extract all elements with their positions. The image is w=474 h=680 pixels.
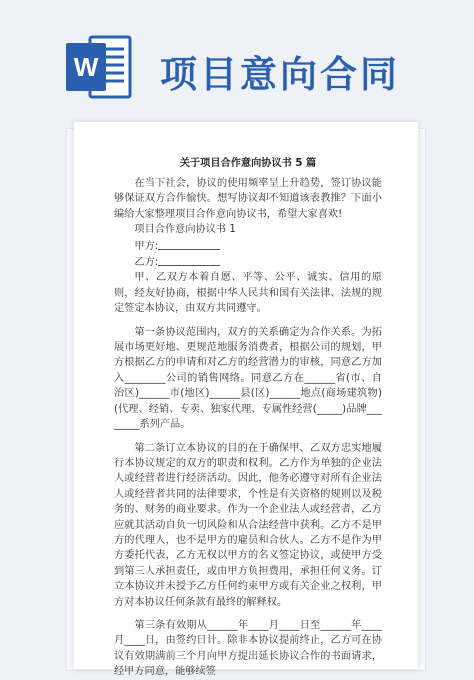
- paragraph-principles: 甲、乙双方本着自愿、平等、公平、诚实、信用的原则，经友好协商，根据中华人民共和国有关法律、法规的规定签定本协议，由双方共同遵守。: [114, 272, 382, 315]
- intro-paragraph: 在当下社会，协议的使用频率呈上升趋势，签订协议能够保证双方合作愉快。想写协议却不知道该表教推？下面小编给大家整理项目合作意向协议书，希望大家喜欢!: [114, 178, 382, 220]
- paragraph-article-1: 第一条协议范围内，双方的关系确定为合作关系。为拓展市场更好地、更规范地服务消费者，根据公司的规划，甲方根据乙方的申请和对乙方的经营潜力的审核，同意乙方加入________公司的销售网络。同意乙方在______省(市、自治区)______市(地区)______县(区)______地点(商场建筑物)(代理、经销、专卖、独家代理、专属性经营(_____)品牌________系列产品。: [114, 326, 382, 431]
- paragraph-article-3: 第三条有效期从______年____月____日至______年____月____日，由签约日计。除非本协议提前终止，乙方可在协议有效期满前三个月向甲方提出延长协议合作的书面请求，经甲方同意，能够续签: [114, 619, 382, 678]
- page-header: [0, 0, 474, 120]
- document-heading: 关于项目合作意向协议书 5 篇: [179, 158, 317, 169]
- page-title: 项目意向合同: [160, 53, 400, 96]
- document-page: [74, 122, 418, 678]
- party-b-line: [114, 254, 382, 270]
- sub-heading: 项目合作意向协议书 1: [134, 224, 236, 236]
- party-a-line: [114, 238, 382, 254]
- document-content: [114, 154, 382, 680]
- word-icon[interactable]: [64, 33, 132, 101]
- word-icon-letter: W: [73, 52, 99, 82]
- party-a-blank: [158, 238, 220, 250]
- party-b-label: 乙方:: [134, 257, 159, 269]
- party-b-blank: [158, 254, 220, 266]
- party-a-label: 甲方:: [134, 240, 159, 252]
- paragraph-article-2: 第二条订立本协议的目的在于确保甲、乙双方忠实地履行本协议规定的双方的职责和权利。乙方作为单独的企业法人或经营者进行经济活动。因此，他务必遵守对所有企业法人或经营者共同的法律要求，个性是有关资格的规则以及税务的、财务的商业要求。作为一个企业法人或经营者，乙方应就其活动自负一切风险和从合法经营中获利。乙方不是甲方的代理人，也不是甲方的雇员和合伙人。乙方不是作为甲方委托代表，乙方无权以甲方的名义签定协议，或使甲方受到第三人承担责任，或由甲方负担费用，承担任何义务。订立本协议并未授予乙方任何约束甲方或有关企业之权利，甲方对本协议任何条款有最终的解释权。: [114, 442, 382, 608]
